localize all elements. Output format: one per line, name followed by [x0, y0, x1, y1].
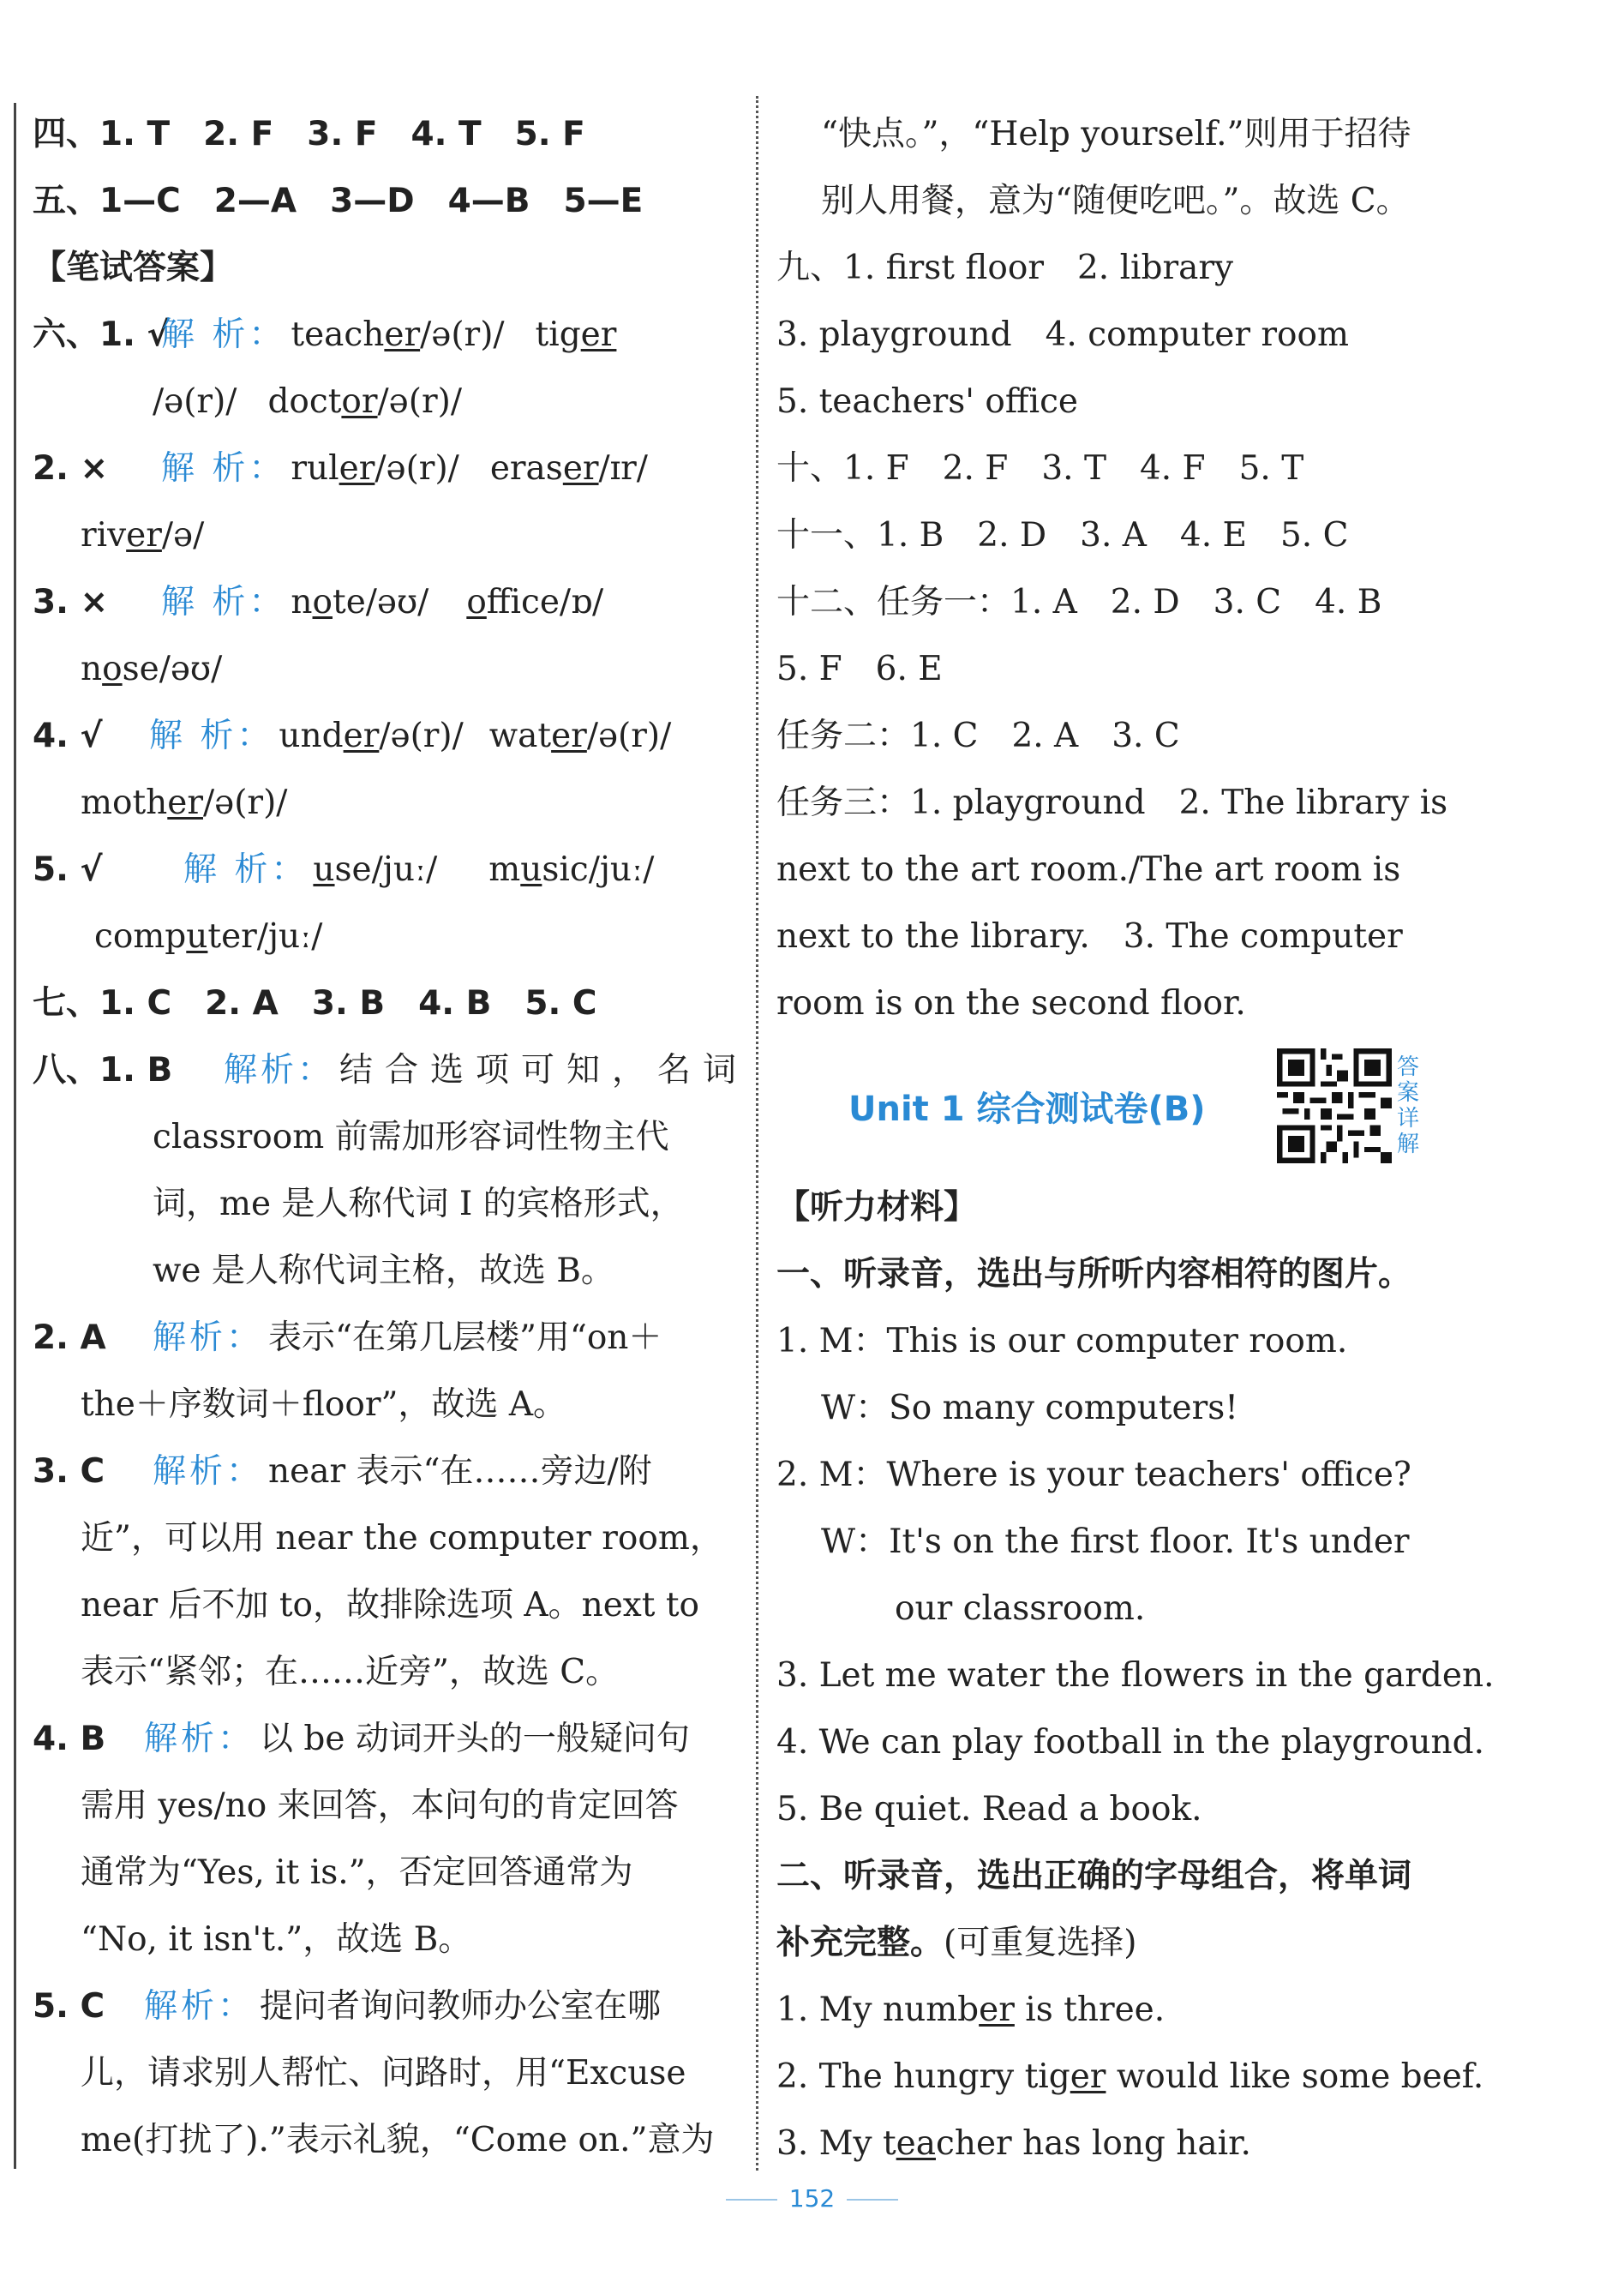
page-number: 152	[0, 2184, 1624, 2213]
unit-title-row	[776, 1037, 1496, 1174]
right-column	[776, 101, 1496, 2177]
answer-line: 5. C 解析： 提问者询问教师办公室在哪	[33, 1987, 662, 2026]
word: computer/juː/	[94, 917, 323, 956]
answer-line: next to the library. 3. The computer	[776, 917, 1403, 956]
transcript-line: W：It's on the first floor. It's under	[821, 1522, 1410, 1561]
answer-line	[33, 770, 748, 837]
word: tiger	[535, 315, 617, 354]
answer-line: 3. playground 4. computer room	[776, 315, 1349, 354]
explanation-line: near 后不加 to，故排除选项 A。next to	[81, 1586, 700, 1624]
transcript-line: 3. My t ea cher has long hair.	[776, 2124, 1251, 2163]
answer-line: 六、1. √ 解 析： teacher/ə(r)/ tiger	[33, 302, 748, 369]
answer-line: 2. × 解 析： ruler/ə(r)/ eraser/ɪr/	[33, 435, 748, 502]
explanation-line: the＋序数词＋floor”，故选 A。	[81, 1385, 566, 1424]
part-title: 二、听录音，选出正确的字母组合，将单词	[776, 1857, 1412, 1895]
answer-line: 十二、任务一：1. A 2. D 3. C 4. B	[776, 583, 1382, 622]
qr-code-block[interactable]	[1277, 1048, 1419, 1163]
column-divider	[756, 96, 758, 2171]
part-title: 一、听录音，选出与所听内容相符的图片。	[776, 1255, 1412, 1294]
answer-line	[33, 904, 748, 970]
answer-line: 十、1. F 2. F 3. T 4. F 5. T	[776, 449, 1304, 488]
transcript-line: 5. Be quiet. Read a book.	[776, 1790, 1202, 1829]
answer-line: 十一、1. B 2. D 3. A 4. E 5. C	[776, 516, 1349, 555]
explanation-line: classroom 前需加形容词性物主代	[153, 1118, 669, 1156]
word: doctor/ə(r)/	[267, 382, 462, 421]
word: mother/ə(r)/	[81, 784, 288, 822]
explanation-line: 表示“紧邻；在……近旁”，故选 C。	[81, 1653, 620, 1691]
answer-line: 五、1—C 2—A 3—D 4—B 5—E	[33, 182, 644, 220]
answer-line: 七、1. C 2. A 3. B 4. B 5. C	[33, 984, 597, 1023]
answer-line: 任务三：1. playground 2. The library is	[776, 784, 1448, 822]
explanation-line: 近”，可以用 near the computer room，	[81, 1519, 723, 1558]
transcript-line: 2. The hungry tig er would like some beef.	[776, 2057, 1484, 2096]
answer-line: 5. √ 解 析： use/juː/ music/juː/	[33, 837, 748, 904]
transcript-line: 3. Let me water the flowers in the garden.	[776, 1656, 1495, 1695]
qr-label: 答 案 详 解	[1396, 1054, 1419, 1157]
answer-line	[33, 502, 748, 569]
transcript-line: 2. M：Where is your teachers' office?	[776, 1456, 1411, 1494]
answer-line: room is on the second floor.	[776, 984, 1246, 1023]
answer-line: next to the art room./The art room is	[776, 850, 1401, 889]
answer-line: 5. F 6. E	[776, 650, 943, 688]
transcript-line: our classroom.	[895, 1589, 1146, 1628]
section-header: 【听力材料】	[776, 1188, 978, 1227]
transcript-line: 1. M：This is our computer room.	[776, 1322, 1348, 1360]
transcript-line: W：So many computers!	[821, 1389, 1238, 1427]
word: ruler/ə(r)/	[291, 449, 459, 488]
left-margin-rule	[14, 103, 16, 2169]
explanation-line: 儿，请求别人帮忙、问路时，用“Excuse	[81, 2054, 686, 2093]
explanation-line: we 是人称代词主格，故选 B。	[153, 1252, 614, 1290]
unit-title: Unit 1 综合测试卷(B)	[848, 1089, 1206, 1129]
section-header: 【笔试答案】	[33, 249, 234, 287]
answer-line	[33, 636, 748, 703]
answer-line: 四、1. T 2. F 3. F 4. T 5. F	[33, 115, 585, 153]
explanation-line: 需用 yes/no 来回答，本问句的肯定回答	[81, 1787, 679, 1825]
word: teacher/ə(r)/	[291, 315, 505, 354]
explanation-line: “No, it isn't.”，故选 B。	[81, 1920, 472, 1959]
explanation-line: me(打扰了).”表示礼貌，“Come on.”意为	[81, 2121, 715, 2159]
answer-line: 任务二：1. C 2. A 3. C	[776, 717, 1180, 755]
answer-line: 八、1. B 解析： 结合选项可知，名词	[33, 1051, 748, 1090]
word: office/ɒ/	[466, 583, 604, 622]
explanation-line: 别人用餐，意为“随便吃吧。”。故选 C。	[821, 182, 1410, 220]
answer-line: 九、1. first floor 2. library	[776, 249, 1234, 287]
word: water/ə(r)/	[488, 717, 672, 755]
word: eraser/ɪr/	[489, 449, 648, 488]
word: river/ə/	[81, 516, 205, 555]
word: nose/əʊ/	[81, 650, 223, 688]
answer-line: 3. C 解析： near 表示“在……旁边/附	[33, 1452, 652, 1491]
answer-line: 2. A 解析： 表示“在第几层楼”用“on＋	[33, 1318, 662, 1357]
left-column	[33, 101, 748, 2174]
answer-line: 4. √ 解 析： under/ə(r)/ water/ə(r)/	[33, 703, 748, 770]
explanation-line: 词，me 是人称代词 I 的宾格形式，	[153, 1185, 684, 1223]
answer-line: 4. B 解析： 以 be 动词开头的一般疑问句	[33, 1720, 690, 1758]
transcript-line: 4. We can play football in the playground.	[776, 1723, 1485, 1762]
part-title: 补充完整。 (可重复选择)	[776, 1924, 1137, 1962]
answer-line: 5. teachers' office	[776, 382, 1079, 421]
explanation-line: “快点。”，“Help yourself.”则用于招待	[821, 115, 1411, 153]
word: music/juː/	[488, 850, 655, 889]
answer-line: /ə(r)/ doctor/ə(r)/	[33, 369, 748, 435]
word: under/ə(r)/	[279, 717, 464, 755]
transcript-line: 1. My numb er is three.	[776, 1991, 1166, 2029]
word: use/juː/	[313, 850, 438, 889]
answer-line: 3. × 解 析： note/əʊ/ office/ɒ/	[33, 569, 748, 636]
word: note/əʊ/	[291, 583, 429, 622]
qr-code-icon[interactable]	[1277, 1048, 1392, 1163]
explanation-line: 通常为“Yes, it is.”，否定回答通常为	[81, 1853, 633, 1892]
